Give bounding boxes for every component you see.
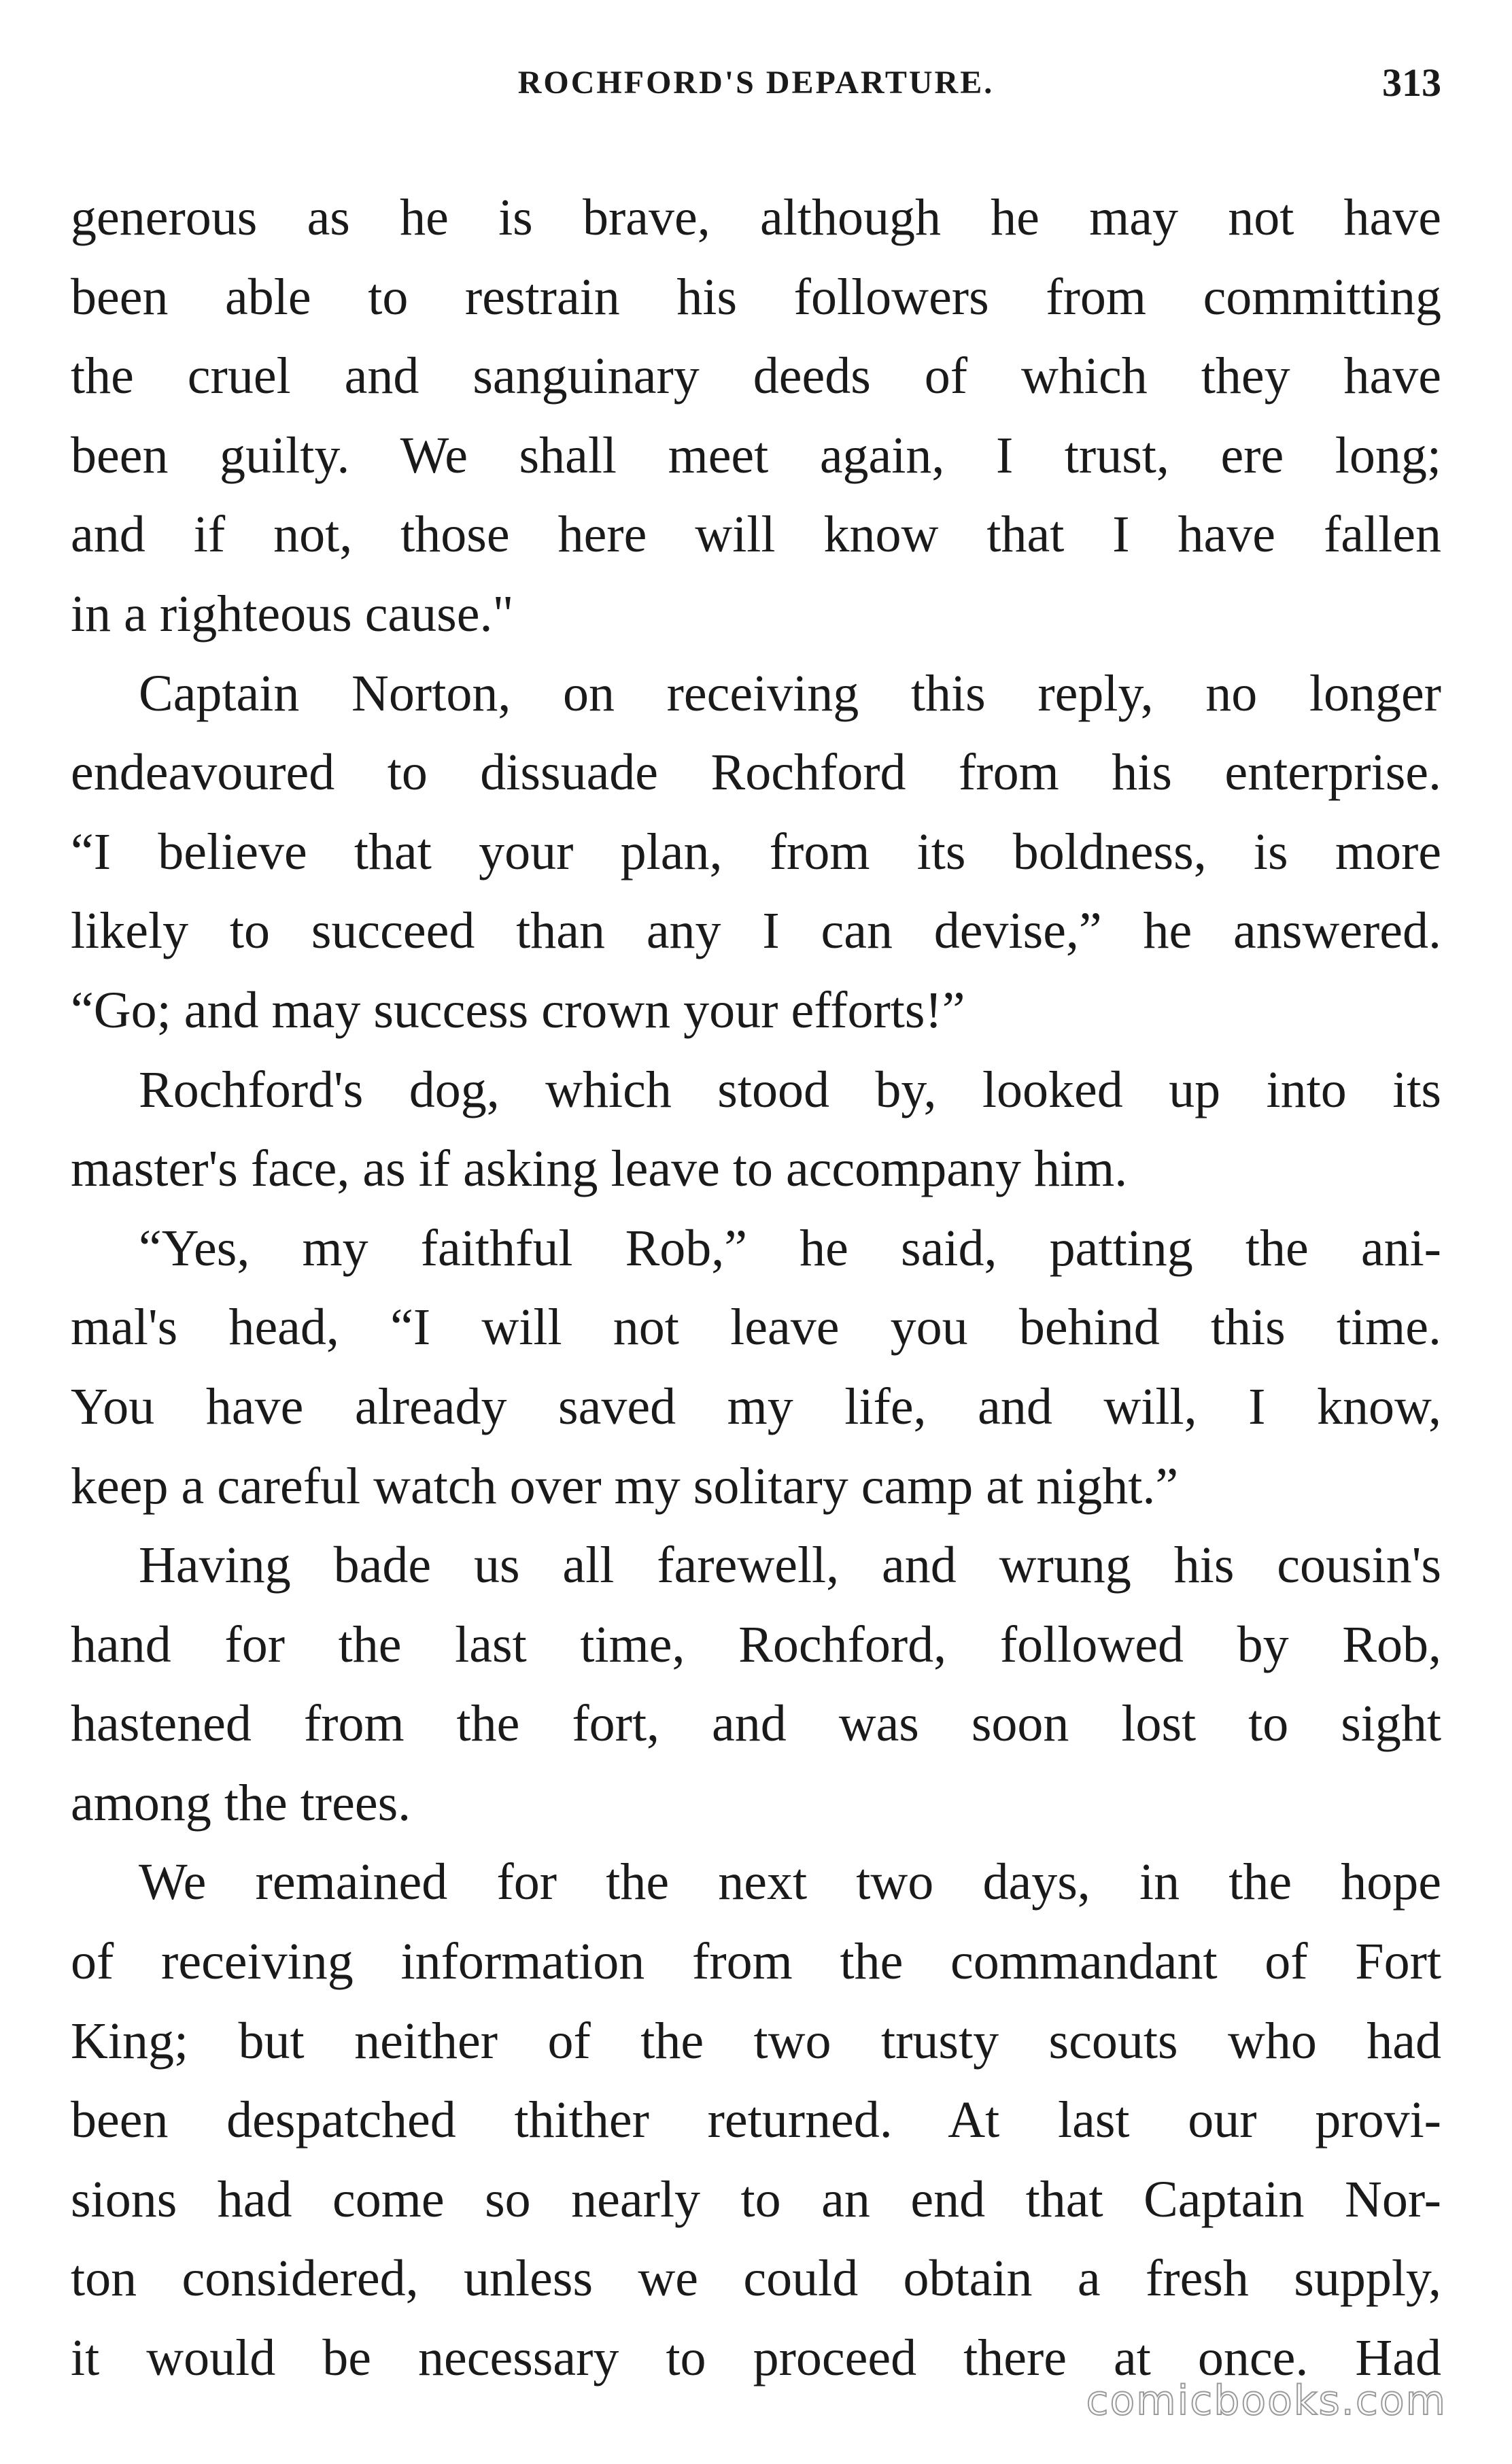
text-line: We remained for the next two days, in the hope: [139, 1853, 1441, 1911]
running-head: [71, 56, 1441, 110]
text-line: among the trees.: [71, 1774, 411, 1832]
text-line: keep a careful watch over my solitary camp at night.”: [71, 1457, 1179, 1515]
watermark: comicbooks.com: [1086, 2377, 1447, 2425]
text-line: and if not, those here will know that I have fallen: [71, 506, 1441, 564]
paragraph-3: [71, 1050, 1441, 1209]
text-line: master's face, as if asking leave to accompany him.: [71, 1140, 1128, 1198]
text-line: “Go; and may success crown your efforts!”: [71, 981, 965, 1039]
paragraph-2: [71, 654, 1441, 1050]
paragraph-4: [71, 1209, 1441, 1526]
page-number: 313: [1382, 61, 1441, 105]
text-line: “I believe that your plan, from its boldness, is more: [71, 823, 1441, 880]
text-line: “Yes, my faithful Rob,” he said, patting the ani-: [139, 1219, 1441, 1277]
text-line: ton considered, unless we could obtain a fresh supply,: [71, 2250, 1441, 2308]
text-line: it would be necessary to proceed there at once. Had: [71, 2329, 1441, 2387]
text-line: mal's head, “I will not leave you behind this time.: [71, 1299, 1441, 1356]
running-title: ROCHFORD'S DEPARTURE.: [517, 65, 995, 101]
text-line: endeavoured to dissuade Rochford from his enterprise.: [71, 744, 1441, 802]
body-text: [71, 178, 1441, 2398]
text-line: You have already saved my life, and will, I know,: [71, 1378, 1441, 1435]
paragraph-6: [71, 1843, 1441, 2397]
text-line: generous as he is brave, although he may not have: [71, 189, 1441, 246]
text-line: King; but neither of the two trusty scouts who had: [71, 2012, 1441, 2070]
paragraph-1: [71, 178, 1441, 654]
text-line: of receiving information from the commandant of Fort: [71, 1933, 1441, 1991]
text-line: been guilty. We shall meet again, I trust, ere long;: [71, 426, 1441, 484]
text-line: Captain Norton, on receiving this reply, no longer: [139, 664, 1441, 722]
text-line: hand for the last time, Rochford, followed by Rob,: [71, 1615, 1441, 1673]
text-line: Rochford's dog, which stood by, looked up into its: [139, 1061, 1441, 1118]
text-line: sions had come so nearly to an end that Captain Nor-: [71, 2170, 1441, 2228]
text-line: in a righteous cause.": [71, 585, 514, 643]
text-line: likely to succeed than any I can devise,” he answered.: [71, 902, 1441, 960]
text-line: been able to restrain his followers from committing: [71, 268, 1441, 326]
text-line: hastened from the fort, and was soon lost to sight: [71, 1695, 1441, 1753]
text-line: Having bade us all farewell, and wrung his cousin's: [139, 1537, 1441, 1594]
text-line: been despatched thither returned. At last our provi-: [71, 2091, 1441, 2149]
text-line: the cruel and sanguinary deeds of which they have: [71, 347, 1441, 405]
paragraph-5: [71, 1526, 1441, 1843]
